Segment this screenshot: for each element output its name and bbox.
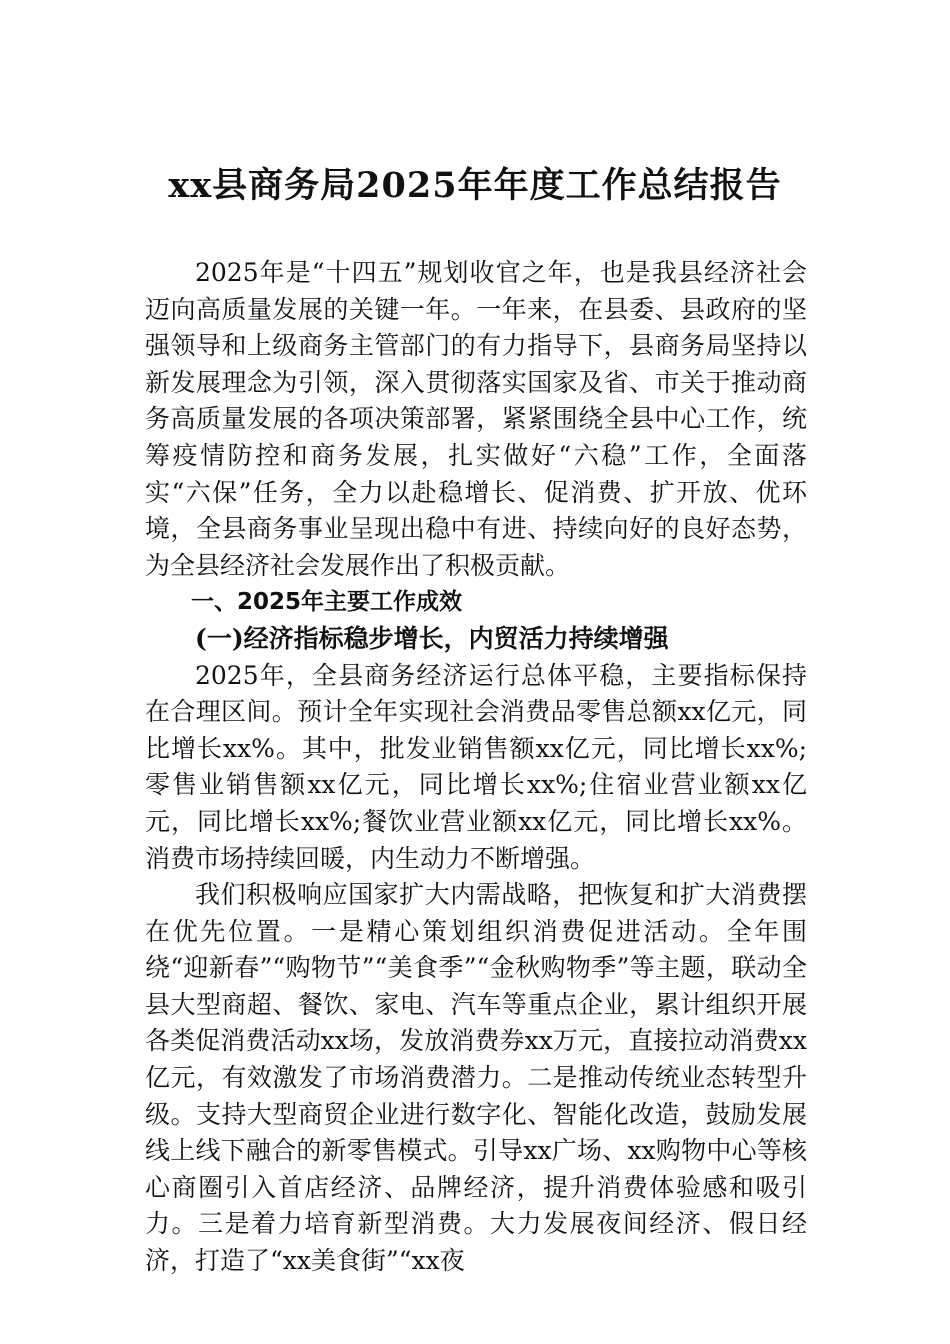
intro-paragraph: 2025年是“十四五”规划收官之年，也是我县经济社会迈向高质量发展的关键一年。一年来，在县委、县政府的坚强领导和上级商务主管部门的有力指导下，县商务局坚持以新发展理念为引领，深入贯彻落实国家及省、市关于推动商务高质量发展的各项决策部署，紧紧围绕全县中心工作，统筹疫情防控和商务发展，扎实做好“六稳”工作，全面落实“六保”任务，全力以赴稳增长、促消费、扩开放、优环境，全县商务事业呈现出稳中有进、持续向好的良好态势，为全县经济社会发展作出了积极贡献。	[145, 258, 807, 580]
body-paragraph: 我们积极响应国家扩大内需战略，把恢复和扩大消费摆在优先位置。一是精心策划组织消费促进活动。全年围绕“迎新春”“购物节”“美食季”“金秋购物季”等主题，联动全县大型商超、餐饮、家电、汽车等重点企业，累计组织开展各类促消费活动xx场，发放消费券xx万元，直接拉动消费xx亿元，有效激发了市场消费潜力。二是推动传统业态转型升级。支持大型商贸企业进行数字化、智能化改造，鼓励发展线上线下融合的新零售模式。引导xx广场、xx购物中心等核心商圈引入首店经济、品牌经济，提升消费体验感和吸引力。三是着力培育新型消费。大力发展夜间经济、假日经济，打造了“xx美食街”“xx夜	[145, 880, 807, 1276]
document-body	[145, 255, 807, 1280]
subsection-heading-1: (一)经济指标稳步增长，内贸活力持续增强	[195, 623, 669, 653]
body-paragraph: 2025年，全县商务经济运行总体平稳，主要指标保持在合理区间。预计全年实现社会消费品零售总额xx亿元，同比增长xx%。其中，批发业销售额xx亿元，同比增长xx%;零售业销售额xx亿元，同比增长xx%;住宿业营业额xx亿元，同比增长xx%;餐饮业营业额xx亿元，同比增长xx%。消费市场持续回暖，内生动力不断增强。	[145, 660, 807, 873]
document-title: xx县商务局2025年年度工作总结报告	[168, 165, 782, 206]
section-heading-1: 一、2025年主要工作成效	[191, 589, 463, 616]
